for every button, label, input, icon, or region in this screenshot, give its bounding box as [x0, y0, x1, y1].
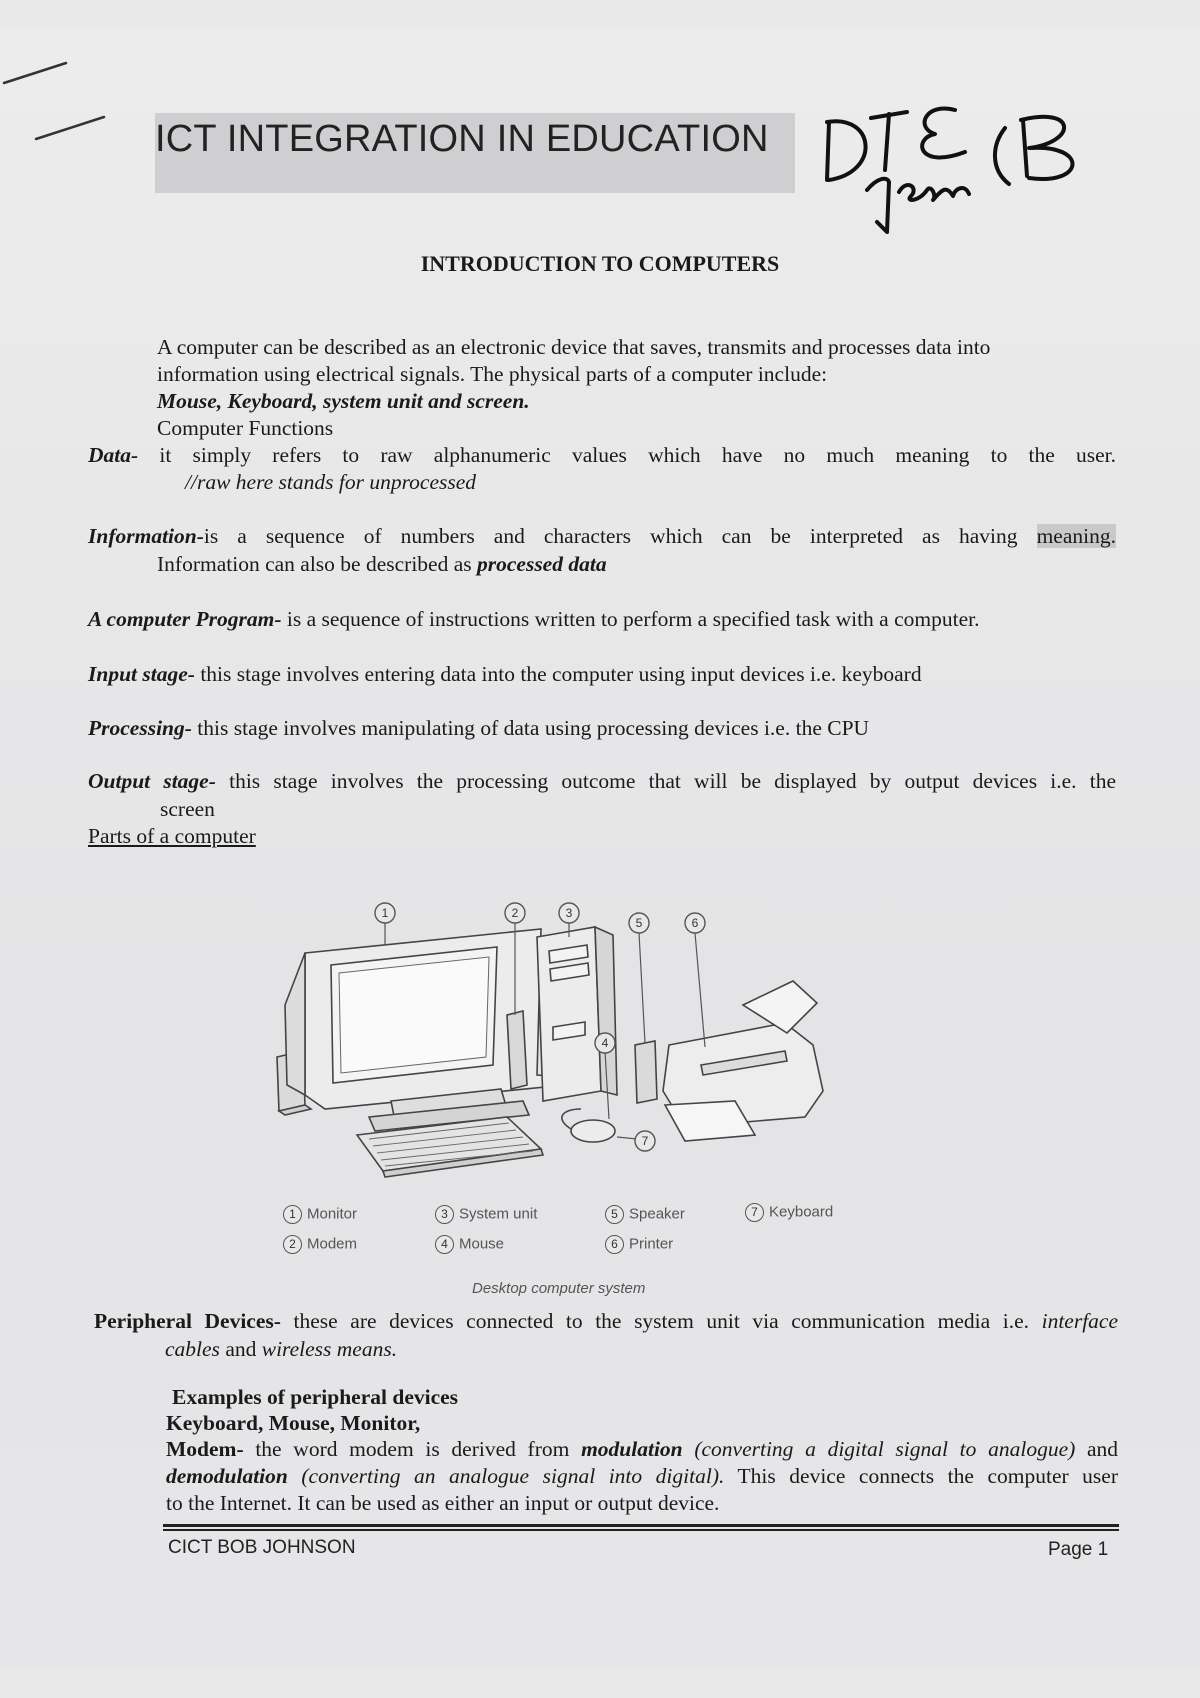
svg-text:2: 2 [511, 906, 519, 920]
legend-label: System unit [459, 1205, 538, 1223]
legend-number: 2 [283, 1235, 302, 1254]
processing-term: Processing- [88, 716, 192, 740]
legend-label: Mouse [459, 1235, 505, 1253]
parts-list: Mouse, Keyboard, system unit and screen. [157, 389, 530, 413]
legend-label: Printer [629, 1235, 674, 1253]
system-unit-graphic [537, 927, 617, 1101]
data-note: //raw here stands for unprocessed [185, 470, 477, 494]
peripheral-italic-2: cables [165, 1337, 220, 1361]
data-definition [88, 442, 1116, 469]
modem-graphic [507, 1011, 527, 1089]
modem-definition-line-1 [166, 1436, 1118, 1463]
footer-rule [163, 1524, 1119, 1527]
callout-1 [375, 903, 395, 923]
modem-modulation-def: (converting a digital signal to analogue) [694, 1437, 1076, 1461]
input-definition [88, 661, 1116, 688]
section-heading: INTRODUCTION TO COMPUTERS [420, 251, 780, 276]
program-definition [88, 606, 1116, 633]
legend-item-speaker [605, 1205, 685, 1224]
examples-list: Keyboard, Mouse, Monitor, [166, 1411, 421, 1435]
right-speaker-graphic [635, 1041, 657, 1103]
handwritten-annotation [815, 92, 1145, 242]
information-line-2 [157, 551, 607, 578]
modem-term: Modem- [166, 1437, 244, 1461]
legend-item-keyboard [745, 1203, 833, 1222]
legend-number: 1 [283, 1205, 302, 1224]
data-text: it simply refers to raw alphanumeric values which have no much meaning to the user. [159, 443, 1117, 467]
legend-label: Modem [307, 1235, 358, 1253]
svg-text:6: 6 [691, 916, 699, 930]
modem-definition-line-3: to the Internet. It can be used as either an input or output device. [166, 1491, 720, 1515]
legend-item-monitor [283, 1205, 357, 1224]
program-term: A computer Program- [88, 607, 282, 631]
legend-number: 5 [605, 1205, 624, 1224]
peripheral-italic-3: wireless means. [261, 1337, 398, 1361]
legend-item-printer [605, 1235, 673, 1254]
callout-3 [559, 903, 579, 923]
figure-caption: Desktop computer system [472, 1280, 646, 1297]
legend-label: Monitor [307, 1205, 358, 1223]
desktop-computer-illustration [265, 895, 905, 1195]
legend-item-system-unit [435, 1205, 537, 1224]
program-text: is a sequence of instructions written to perform a specified task with a computer. [286, 607, 980, 631]
svg-text:5: 5 [635, 916, 643, 930]
examples-heading: Examples of peripheral devices [172, 1385, 459, 1409]
legend-label: Speaker [629, 1205, 685, 1223]
legend-item-modem [283, 1235, 357, 1254]
intro-line-1: A computer can be described as an electronic device that saves, transmits and processes data into [157, 335, 991, 359]
peripheral-definition [94, 1308, 1118, 1335]
modem-text-a: the word modem is derived from [255, 1437, 570, 1461]
callout-6 [685, 913, 705, 933]
modem-modulation: modulation [581, 1437, 683, 1461]
processing-text: this stage involves manipulating of data using processing devices i.e. the CPU [197, 716, 870, 740]
document-title: ICT INTEGRATION IN EDUCATION [155, 118, 769, 160]
functions-heading: Computer Functions [157, 416, 334, 440]
svg-text:7: 7 [641, 1134, 649, 1148]
information-text-b: Information can also be described as [157, 552, 472, 576]
peripheral-and: and [225, 1337, 257, 1361]
legend-number: 4 [435, 1235, 454, 1254]
information-term: Information- [88, 524, 204, 548]
modem-demodulation: demodulation [166, 1464, 288, 1488]
legend-item-mouse [435, 1235, 504, 1254]
footer-author: CICT BOB JOHNSON [168, 1537, 356, 1558]
information-text: is a sequence of numbers and characters which can be interpreted as having [203, 524, 1018, 548]
footer-rule-thin [163, 1529, 1119, 1531]
legend-number: 3 [435, 1205, 454, 1224]
legend-number: 6 [605, 1235, 624, 1254]
svg-text:3: 3 [565, 906, 573, 920]
peripheral-italic-1: interface [1041, 1309, 1119, 1333]
processing-definition [88, 715, 1116, 742]
information-definition [88, 523, 1116, 550]
data-term: Data- [88, 443, 139, 467]
legend-number: 7 [745, 1203, 764, 1222]
callout-4 [595, 1033, 615, 1053]
output-term: Output stage- [88, 769, 216, 793]
modem-demodulation-def: (converting an analogue signal into digital). [301, 1464, 725, 1488]
output-text: this stage involves the processing outcome that will be displayed by output devices i.e. the [229, 769, 1117, 793]
modem-text-b: This device connects the computer user [737, 1464, 1118, 1488]
callout-7 [635, 1131, 655, 1151]
intro-line-2: information using electrical signals. The physical parts of a computer include: [157, 362, 828, 386]
highlighted-word: meaning. [1036, 524, 1116, 548]
modem-and: and [1086, 1437, 1119, 1461]
callout-5 [629, 913, 649, 933]
input-term: Input stage- [88, 662, 195, 686]
peripheral-text: these are devices connected to the system unit via communication media i.e. [293, 1309, 1029, 1333]
page-number: Page 1 [1048, 1539, 1109, 1560]
svg-text:1: 1 [381, 906, 389, 920]
svg-text:4: 4 [601, 1036, 609, 1050]
peripheral-term: Peripheral Devices- [94, 1309, 281, 1333]
output-line-2: screen [160, 797, 215, 821]
peripheral-line-2 [165, 1336, 397, 1363]
mouse-graphic [562, 1109, 615, 1142]
information-emph: processed data [477, 552, 607, 576]
legend-label: Keyboard [769, 1203, 834, 1221]
pen-strokes [0, 55, 120, 145]
modem-definition-line-2 [166, 1463, 1118, 1490]
intro-paragraph [157, 334, 1077, 442]
parts-heading: Parts of a computer [88, 824, 256, 848]
callout-2 [505, 903, 525, 923]
output-definition [88, 768, 1116, 795]
input-text: this stage involves entering data into the computer using input devices i.e. keyboard [200, 662, 922, 686]
printer-graphic [663, 981, 823, 1141]
